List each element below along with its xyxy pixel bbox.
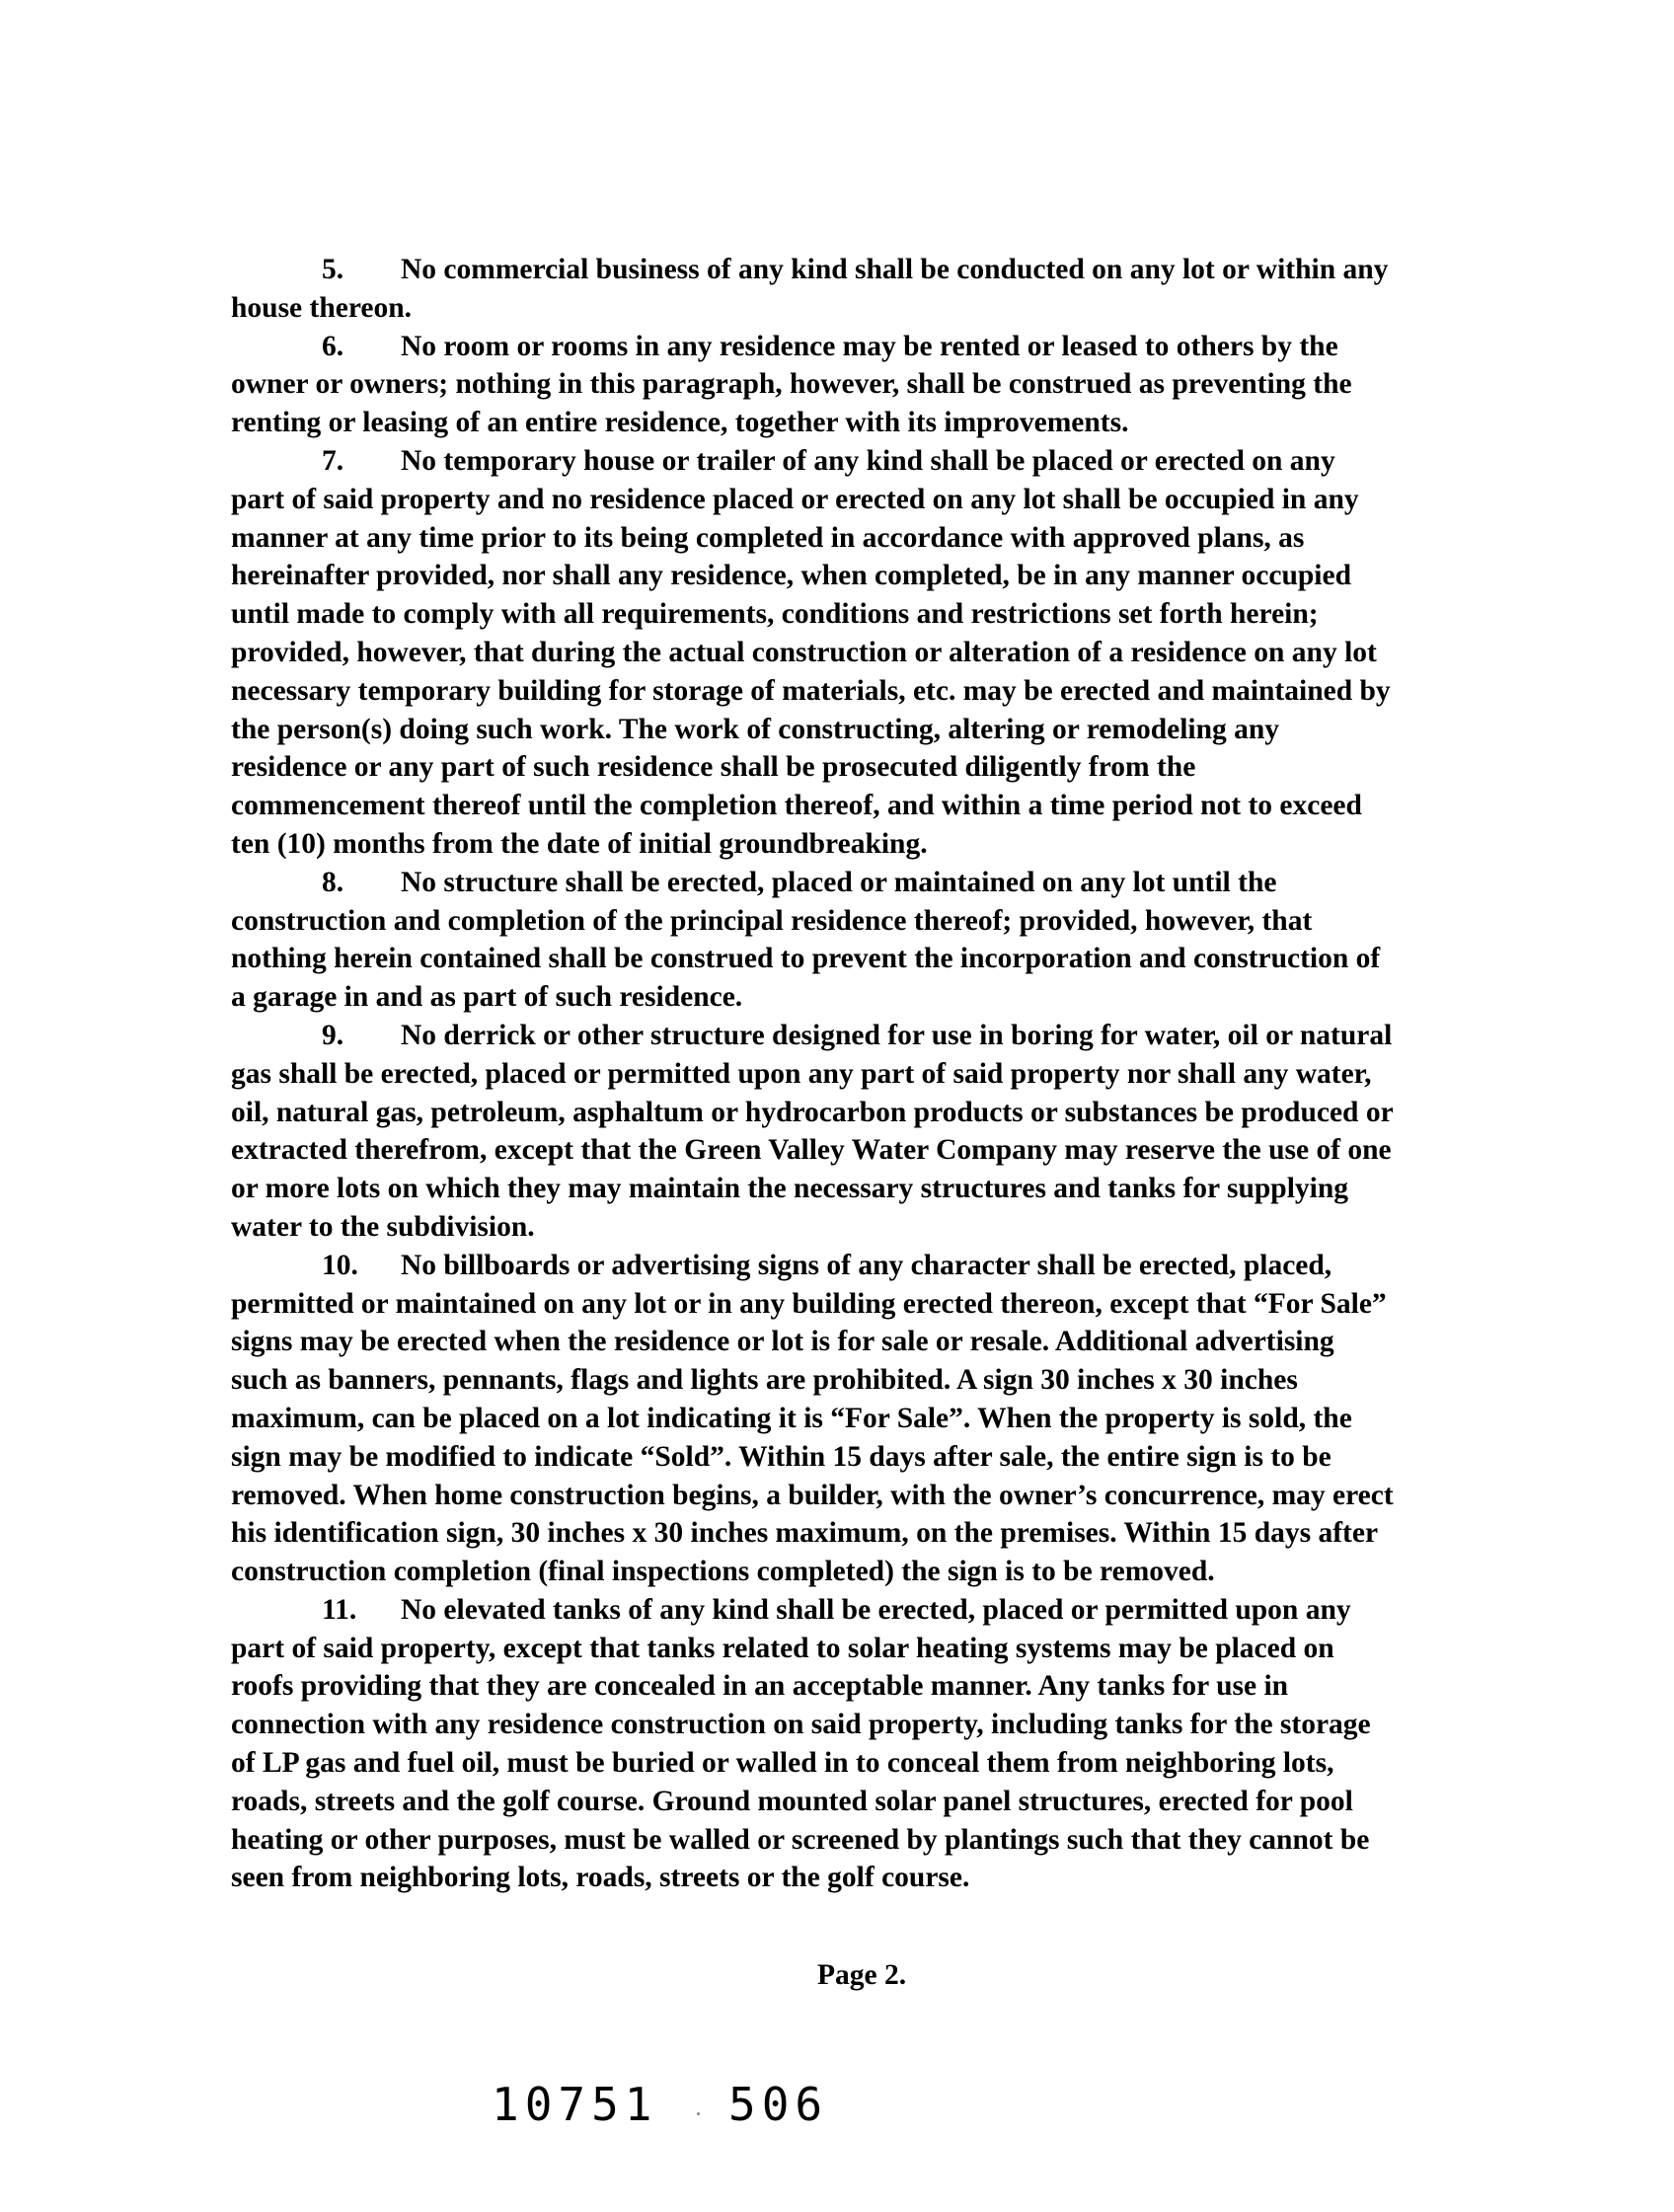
stamp-dot	[697, 2112, 700, 2115]
covenants-text	[231, 251, 1396, 1897]
page-number-label: Page 2.	[817, 1959, 907, 1991]
recording-page-number: 506	[728, 2078, 829, 2131]
paragraph-text: No temporary house or trailer of any kind shall be placed or erected on any part of said property and no residence placed or erected on any lot shall be occupied in any manner at any time prior to its being completed in accordance with approved plans, as hereinafter provided, nor shall any residence, when completed, be in any manner occupied until made to comply with all requirements, conditions and restrictions set forth herein; provided, however, that during the actual construction or alteration of a residence on any lot necessary temporary building for storage of materials, etc. may be erected and maintained by the person(s) doing such work. The work of constructing, altering or remodeling any residence or any part of such residence shall be prosecuted diligently from the commencement thereof until the completion thereof, and within a time period not to exceed ten (10) months from the date of initial groundbreaking.	[231, 444, 1391, 860]
paragraph-10	[231, 1247, 1396, 1591]
paragraph-text: No billboards or advertising signs of any character shall be erected, placed, permitted or maintained on any lot or in any building erected thereon, except that “For Sale” signs may be erected when the residence or lot is for sale or resale. Additional advertising such as banners, pennants, flags and lights are prohibited. A sign 30 inches x 30 inches maximum, can be placed on a lot indicating it is “For Sale”. When the property is sold, the sign may be modified to indicate “Sold”. Within 15 days after sale, the entire sign is to be removed. When home construction begins, a builder, with the owner’s concurrence, may erect his identification sign, 30 inches x 30 inches maximum, on the premises. Within 15 days after construction completion (final inspections completed) the sign is to be removed.	[231, 1249, 1394, 1588]
paragraph-6	[231, 328, 1396, 442]
paragraph-number: 10.	[322, 1249, 358, 1281]
paragraph-number: 7.	[322, 444, 344, 477]
paragraph-number: 9.	[322, 1019, 344, 1051]
paragraph-7	[231, 442, 1396, 864]
paragraph-text: No derrick or other structure designed for use in boring for water, oil or natural gas shall be erected, placed or permitted upon any part of said property nor shall any water, oil, natural gas, petroleum, asphaltum or hydrocarbon products or substances be produced or extracted therefrom, except that the Green Valley Water Company may reserve the use of one or more lots on which they may maintain the necessary structures and tanks for supplying water to the subdivision.	[231, 1019, 1394, 1243]
paragraph-9	[231, 1017, 1396, 1247]
paragraph-text: No room or rooms in any residence may be rented or leased to others by the owner or owners; nothing in this paragraph, however, shall be construed as preventing the renting or leasing of an entire residence, together with its improvements.	[231, 330, 1352, 439]
paragraph-8	[231, 864, 1396, 1017]
paragraph-text: No elevated tanks of any kind shall be erected, placed or permitted upon any part of said property, except that tanks related to solar heating systems may be placed on roofs providing that they are concealed in an acceptable manner. Any tanks for use in connection with any residence construction on said property, including tanks for the storage of LP gas and fuel oil, must be buried or walled in to conceal them from neighboring lots, roads, streets and the golf course. Ground mounted solar panel structures, erected for pool heating or other purposes, must be walled or screened by plantings such that they cannot be seen from neighboring lots, roads, streets or the golf course.	[231, 1593, 1371, 1894]
paragraph-5	[231, 251, 1396, 328]
recording-book-number: 10751	[492, 2078, 658, 2131]
paragraph-number: 8.	[322, 866, 344, 898]
paragraph-number: 11.	[322, 1593, 357, 1626]
paragraph-text: No structure shall be erected, placed or maintained on any lot until the construction and completion of the principal residence thereof; provided, however, that nothing herein contained shall be construed to prevent the incorporation and construction of a garage in and as part of such residence.	[231, 866, 1381, 1014]
paragraph-11	[231, 1591, 1396, 1897]
paragraph-text: No commercial business of any kind shall be conducted on any lot or within any house thereon.	[231, 254, 1389, 324]
paragraph-number: 5.	[322, 254, 344, 285]
paragraph-number: 6.	[322, 330, 344, 362]
